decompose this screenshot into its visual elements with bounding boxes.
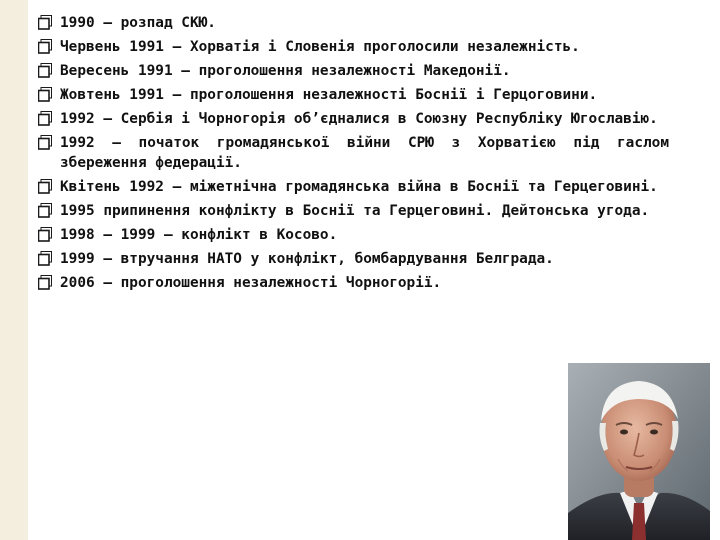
list-item — [38, 85, 669, 105]
portrait-illustration — [568, 363, 710, 540]
checkbox-bullet-icon — [38, 179, 52, 194]
checkbox-bullet-icon — [38, 63, 52, 78]
list-item — [38, 133, 669, 173]
checkbox-bullet-icon — [38, 15, 52, 30]
list-item — [38, 201, 669, 221]
list-item — [38, 37, 669, 57]
list-item — [38, 273, 669, 293]
list-item-text: 1992 – початок громадянської війни СРЮ з Хорватією під гаслом збереження федерації. — [60, 135, 669, 171]
list-item-text: 1992 – Сербія і Чорногорія об’єдналися в Союзну Республіку Югославію. — [60, 111, 658, 127]
event-list — [38, 13, 669, 297]
checkbox-bullet-icon — [38, 39, 52, 54]
checkbox-bullet-icon — [38, 111, 52, 126]
list-item — [38, 177, 669, 197]
checkbox-bullet-icon — [38, 227, 52, 242]
list-item-text: 1999 – втручання НАТО у конфлікт, бомбардування Белграда. — [60, 251, 554, 267]
checkbox-bullet-icon — [38, 135, 52, 150]
list-item-text: Квітень 1992 – міжетнічна громадянська війна в Боснії та Герцеговині. — [60, 179, 658, 195]
list-item-text: Жовтень 1991 – проголошення незалежності Боснії і Герцоговини. — [60, 87, 598, 103]
checkbox-bullet-icon — [38, 203, 52, 218]
portrait-photo — [568, 363, 710, 540]
checkbox-bullet-icon — [38, 251, 52, 266]
list-item-text: 1998 – 1999 – конфлікт в Косово. — [60, 227, 338, 243]
checkbox-bullet-icon — [38, 87, 52, 102]
list-item-text: 2006 – проголошення незалежності Чорногорії. — [60, 275, 442, 291]
list-item-text: Вересень 1991 – проголошення незалежності Македонії. — [60, 63, 511, 79]
list-item — [38, 249, 669, 269]
checkbox-bullet-icon — [38, 275, 52, 290]
list-item-text: 1990 – розпад СКЮ. — [60, 15, 216, 31]
list-item-text: Червень 1991 – Хорватія і Словенія проголосили незалежність. — [60, 39, 580, 55]
list-item-text: 1995 припинення конфлікту в Боснії та Герцеговині. Дейтонська угода. — [60, 203, 650, 219]
list-item — [38, 225, 669, 245]
list-item — [38, 61, 669, 81]
list-item — [38, 13, 669, 33]
list-item — [38, 109, 669, 129]
